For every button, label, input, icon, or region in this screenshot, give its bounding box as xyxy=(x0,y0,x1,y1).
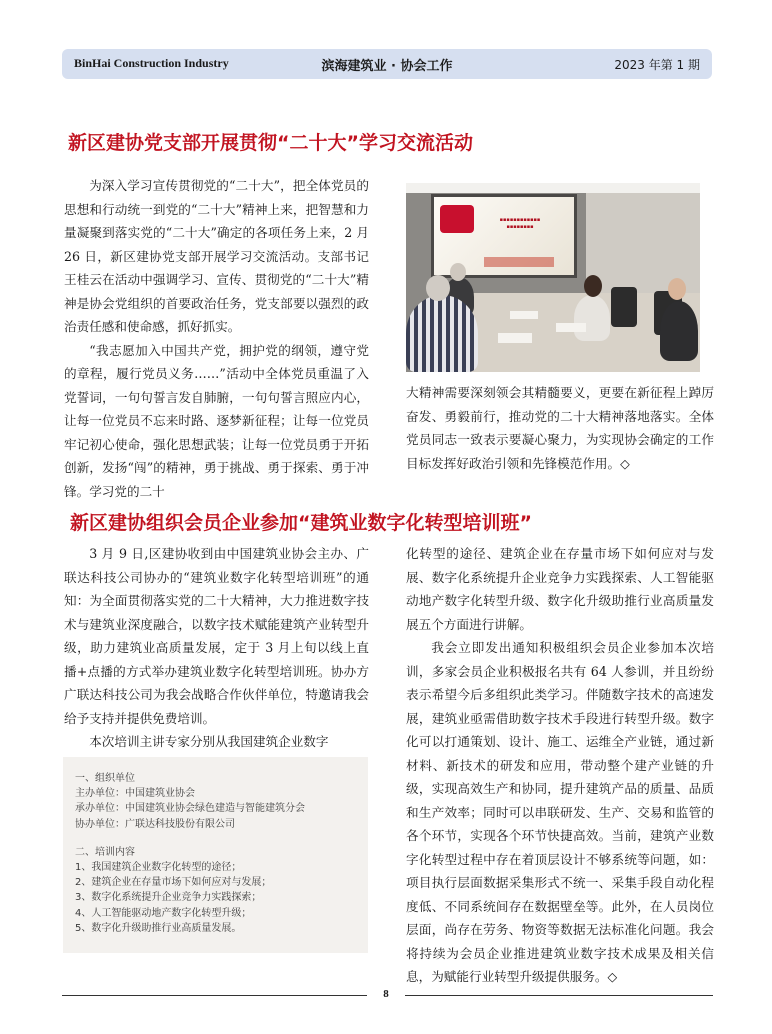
page-header xyxy=(62,49,712,79)
article2-title: 新区建协组织会员企业参加“建筑业数字化转型培训班” xyxy=(70,512,532,534)
article1-column-left xyxy=(64,174,369,503)
article1-paragraph-1: 为深入学习宣传贯彻党的“二十大”，把全体党员的思想和行动统一到党的“二十大”精神上来，把智慧和力量凝聚到落实党的“二十大”确定的各项任务上来，2 月 26 日，新区建协党支部开展学习交流活动。支部书记王桂云在活动中强调学习、宣传、贯彻党的“二十大”精神是协会党组织的首要政治任务，党支部要以强烈的政治责任感和使命感，抓好抓实。 xyxy=(64,178,369,334)
notice-line: 2、建筑企业在存量市场下如何应对与发展； xyxy=(75,877,272,889)
notice-section-title: 二、培训内容 xyxy=(75,846,135,858)
section-title: 滨海建筑业 · 协会工作 xyxy=(321,59,453,74)
training-notice-screenshot xyxy=(63,757,368,953)
publication-english-name: BinHai Construction Industry xyxy=(74,56,229,70)
article2-column-left xyxy=(64,542,369,754)
article2-paragraph-3: 我会立即发出通知积极组织会员企业参加本次培训，多家会员企业积极报名共有 64 人参训，并且纷纷表示希望今后多组织此类学习。伴随数字技术的高速发展，建筑业亟需借助数字技术手段进行转型升级。数字化可以打通策划、设计、施工、运维全产业链，通过新材料、新技术的研发和应用，带动整个建产业链的升级，实现高效生产和协同，提升建筑产品的质量、品质和生产效率；同时可以串联研发、生产、交易和监管的各个环节，实现各个环节快捷高效。当前，建筑产业数字化转型过程中存在着顶层设计不够系统等问题，如：项目执行层面数据采集形式不统一、采集手段自动化程度低、不同系统间存在数据壁垒等。此外，在人员岗位层面，尚存在劳务、物资等数据无法标准化问题。我会将持续为会员企业推进建筑业数字技术成果及相关信息，为赋能行业转型升级提供服务。◇ xyxy=(406,640,714,984)
article1-column-right xyxy=(406,381,714,475)
projection-screen: ▪▪▪▪▪▪▪▪▪▪▪▪ ▪▪▪▪▪▪▪▪ xyxy=(434,197,574,275)
article2-paragraph-2: 本次培训主讲专家分别从我国建筑企业数字 xyxy=(89,734,329,749)
notice-line: 3、数字化系统提升企业竞争力实践探索； xyxy=(75,892,262,904)
article2-paragraph-1: 3 月 9 日,区建协收到由中国建筑业协会主办、广联达科技公司协办的“建筑业数字化转型培训班”的通知：为全面贯彻落实党的二十大精神，大力推进数字技术与建筑业深度融合，以数字技术赋能建筑产业转型升级，助力建筑业高质量发展，定于 3 月上旬以线上直播+点播的方式举办建筑业数字化转型培训班。协办方广联达科技公司为我会战略合作伙伴单位，特邀请我会给予支持并提供免费培训。 xyxy=(64,546,369,726)
notice-line: 5、数字化升级助推行业高质量发展。 xyxy=(75,922,242,934)
notice-line: 承办单位：中国建筑业协会绿色建造与智能建筑分会 xyxy=(75,803,305,815)
notice-line: 1、我国建筑企业数字化转型的途径； xyxy=(75,862,242,874)
page-number: 8 xyxy=(383,988,389,1000)
article2-paragraph-2-cont: 化转型的途径、建筑企业在存量市场下如何应对与发展、数字化系统提升企业竞争力实践探索、人工智能驱动地产数字化转型升级、数字化升级助推行业高质量发展五个方面进行讲解。 xyxy=(406,546,714,632)
article1-title: 新区建协党支部开展贯彻“二十大”学习交流活动 xyxy=(68,132,473,154)
notice-line: 协办单位：广联达科技股份有限公司 xyxy=(75,818,235,830)
party-flag-icon xyxy=(440,205,474,233)
notice-section-title: 一、组织单位 xyxy=(75,773,135,784)
issue-number: 2023 年第 1 期 xyxy=(614,58,700,72)
article1-paragraph-2-cont: 大精神需要深刻领会其精髓要义，更要在新征程上踔厉奋发、勇毅前行，推动党的二十大精神落地落实。全体党员同志一致表示要凝心聚力，为实现协会确定的工作目标发挥好政治引领和先锋模范作用。◇ xyxy=(406,385,714,471)
meeting-photo xyxy=(406,183,700,372)
article2-column-right xyxy=(406,542,714,989)
notice-line: 4、人工智能驱动地产数字化转型升级； xyxy=(75,907,252,919)
article1-paragraph-2: “我志愿加入中国共产党，拥护党的纲领，遵守党的章程，履行党员义务……”活动中全体党员重温了入党誓词，一句句誓言发自肺腑，一句句誓言照应内心，让每一位党员不忘来时路、逐梦新征程；让每一位党员牢记初心使命，强化思想武装；让每一位党员勇于开拓创新，发扬“闯”的精神，勇于挑战、勇于探索、勇于冲锋。学习党的二十 xyxy=(64,342,369,499)
notice-line: 主办单位：中国建筑业协会 xyxy=(75,788,195,800)
